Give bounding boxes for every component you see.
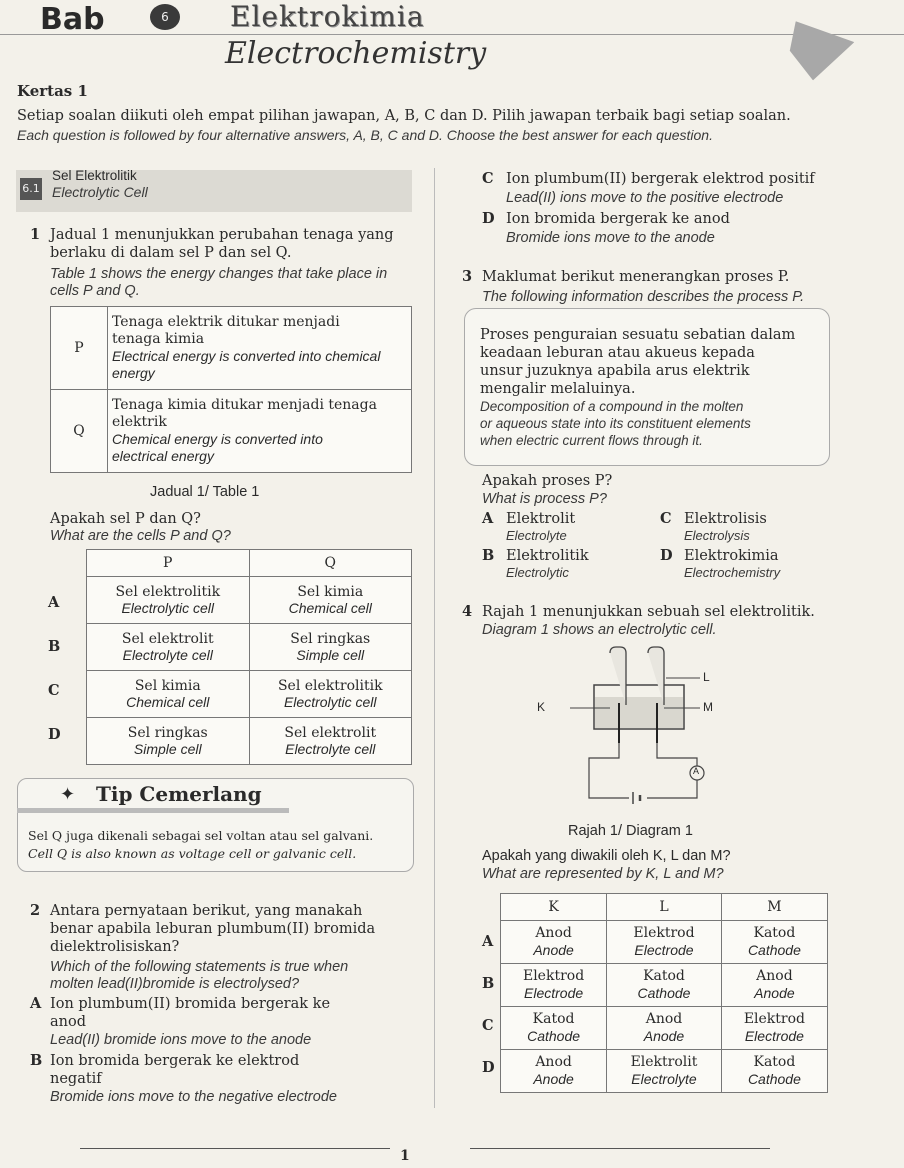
- table-cell: [721, 964, 827, 1007]
- option-text-ms: Ion bromida bergerak ke elektrod: [50, 1053, 300, 1069]
- cell-text-en: Chemical cell: [126, 694, 210, 710]
- info-text-en: or aqueous state into its constituent elements: [480, 416, 751, 431]
- cell-text-en: Electrical energy is converted into chemical: [112, 348, 381, 364]
- question-4: [462, 603, 815, 621]
- diagram-caption: Rajah 1/ Diagram 1: [568, 823, 693, 839]
- option-text-ms: Ion plumbum(II) bergerak elektrod positif: [506, 171, 815, 187]
- table-row: [51, 307, 412, 390]
- cell-text-en: Electrolytic cell: [121, 600, 215, 616]
- info-text-ms: unsur juzuknya apabila arus elektrik: [480, 363, 750, 379]
- cell-text-en: Electrolyte: [631, 1071, 697, 1087]
- instructions-en: Each question is followed by four alternative answers, A, B, C and D. Choose the best answer for each question.: [17, 127, 713, 143]
- option-letter: B: [30, 1052, 43, 1069]
- cell-text-ms: Anod: [756, 968, 793, 984]
- tip-title-bar: [17, 808, 289, 813]
- table-cell: [108, 390, 412, 473]
- table-row[interactable]: [501, 1050, 828, 1093]
- column-header: Q: [249, 550, 412, 577]
- cell-text-en: Anode: [533, 942, 574, 958]
- table-row[interactable]: [501, 1007, 828, 1050]
- cell-text-en: Cathode: [747, 1071, 801, 1087]
- column-header: P: [87, 550, 250, 577]
- ammeter-label: A: [693, 766, 700, 776]
- cell-text-ms: Sel elektrolitik: [277, 678, 383, 694]
- table-row[interactable]: [87, 718, 412, 765]
- q3-ask-ms: Apakah proses P?: [482, 473, 613, 489]
- cell-text-ms: Sel kimia: [297, 584, 364, 600]
- option-letter: C: [482, 1017, 494, 1034]
- row-label: Q: [51, 390, 108, 473]
- option-text-en: Electrochemistry: [684, 565, 781, 580]
- info-text-en: when electric current flows through it.: [480, 433, 703, 448]
- option-letter: B: [482, 975, 495, 992]
- info-text-ms: Proses penguraian sesuatu sebatian dalam: [480, 327, 796, 343]
- wire-left: [589, 743, 629, 798]
- paper-title: Kertas 1: [17, 82, 88, 100]
- cell-text-en: Anode: [754, 985, 795, 1001]
- option-text-ms: Elektrolit: [506, 511, 576, 527]
- cell-text-ms: Anod: [645, 1011, 683, 1027]
- q2-text-ms-1: Antara pernyataan berikut, yang manakah: [50, 903, 363, 919]
- question-3: [462, 268, 789, 286]
- q1-ask-ms: Apakah sel P dan Q?: [50, 511, 201, 527]
- cell-text-en: Cathode: [527, 1028, 581, 1044]
- section-number: 6.1: [20, 178, 42, 200]
- option-letter: C: [48, 682, 60, 699]
- electrode-right: [656, 703, 658, 743]
- question-1: [30, 226, 394, 244]
- question-number: 2: [30, 902, 41, 919]
- footer-rule-left: [80, 1148, 390, 1149]
- diagram-label-l: L: [703, 670, 710, 684]
- option-text-ms: Ion bromida bergerak ke anod: [506, 211, 730, 227]
- option-letter: B: [482, 547, 495, 564]
- table-row: [51, 390, 412, 473]
- footer-rule-right: [470, 1148, 770, 1149]
- lightbulb-icon: ✦: [60, 784, 76, 805]
- q3-option-a[interactable]: [482, 510, 575, 528]
- q1-text-en-1: Table 1 shows the energy changes that take place in: [50, 266, 388, 282]
- table-row[interactable]: [501, 964, 828, 1007]
- cell-text-en: Electrolyte cell: [122, 647, 213, 663]
- table-cell: [249, 624, 412, 671]
- page-number: 1: [400, 1148, 410, 1164]
- q3-ask-en: What is process P?: [482, 491, 607, 507]
- table-row[interactable]: [87, 577, 412, 624]
- electrolyte: [595, 697, 683, 728]
- q2-text-en-1: Which of the following statements is true when: [50, 959, 349, 975]
- cell-text-en: Chemical energy is converted into: [112, 431, 323, 447]
- cell-text-en: Anode: [533, 1071, 574, 1087]
- q4-ask-ms: Apakah yang diwakili oleh K, L dan M?: [482, 848, 731, 864]
- option-text-en: Bromide ions move to the anode: [506, 230, 715, 246]
- option-text-ms: Ion plumbum(II) bromida bergerak ke: [50, 996, 331, 1012]
- option-letter: A: [482, 933, 494, 950]
- chapter-number-badge: 6: [150, 4, 180, 30]
- q4-options-table: [500, 893, 828, 1093]
- info-text-ms: keadaan leburan atau akueus kepada: [480, 345, 755, 361]
- cell-text-ms: Elektrod: [743, 1011, 805, 1027]
- column-divider: [434, 168, 435, 1108]
- option-text-ms: Elektrokimia: [684, 548, 779, 564]
- table-cell: [249, 671, 412, 718]
- decorative-shape-icon: [774, 8, 855, 87]
- option-text-ms: negatif: [50, 1071, 102, 1087]
- q4-ask-en: What are represented by K, L and M?: [482, 866, 724, 882]
- table-header-row: [501, 894, 828, 921]
- cell-text-ms: elektrik: [112, 414, 167, 430]
- cell-text-ms: Tenaga kimia ditukar menjadi tenaga: [112, 397, 377, 413]
- cell-text-ms: Sel elektrolit: [121, 631, 214, 647]
- cell-text-en: Cathode: [637, 985, 691, 1001]
- table-cell: [607, 921, 722, 964]
- question-2: [30, 902, 415, 920]
- row-label: P: [51, 307, 108, 390]
- q3-option-b[interactable]: [482, 547, 589, 565]
- option-text-ms: Elektrolisis: [684, 511, 767, 527]
- q1-text-ms-1: Jadual 1 menunjukkan perubahan tenaga yang: [50, 227, 394, 243]
- cell-text-ms: Katod: [643, 968, 685, 984]
- table-header-row: [87, 550, 412, 577]
- table-row[interactable]: [501, 921, 828, 964]
- info-text-ms: mengalir melaluinya.: [480, 381, 636, 397]
- cell-text-en: Chemical cell: [288, 600, 372, 616]
- table-cell: [87, 671, 250, 718]
- table-cell: [607, 1050, 722, 1093]
- section-title-en: Electrolytic Cell: [52, 184, 148, 200]
- cell-text-ms: Sel ringkas: [127, 725, 208, 741]
- option-letter: D: [482, 210, 495, 227]
- cell-text-ms: Anod: [535, 1054, 572, 1070]
- table-row[interactable]: [87, 671, 412, 718]
- q1-options-table: [86, 549, 412, 765]
- q2-text-ms-3: dielektrolisiskan?: [50, 939, 180, 955]
- table-cell: [721, 1007, 827, 1050]
- table-cell: [87, 624, 250, 671]
- table-cell: [87, 577, 250, 624]
- header-rule: [0, 34, 904, 35]
- column-header: M: [721, 894, 827, 921]
- electrode-left: [618, 703, 620, 743]
- cell-text-ms: Sel elektrolitik: [115, 584, 221, 600]
- q3-text-ms: Maklumat berikut menerangkan proses P.: [482, 269, 790, 285]
- wire-right: [647, 743, 700, 798]
- q2-text-ms-2: benar apabila leburan plumbum(II) bromida: [50, 921, 376, 937]
- q4-text-en: Diagram 1 shows an electrolytic cell.: [482, 622, 717, 638]
- cell-text-en: energy: [112, 365, 155, 381]
- q4-text-ms: Rajah 1 menunjukkan sebuah sel elektrolitik.: [482, 604, 815, 620]
- chapter-title-ms: Elektrokimia: [230, 0, 425, 33]
- table-cell: [721, 921, 827, 964]
- cell-text-en: Electrolytic cell: [283, 694, 377, 710]
- table-cell: [607, 964, 722, 1007]
- table-cell: [249, 718, 412, 765]
- q2-option-c[interactable]: [482, 170, 815, 188]
- cell-text-ms: Katod: [753, 925, 796, 941]
- q3-text-en: The following information describes the process P.: [482, 289, 805, 305]
- option-text-en: Electrolysis: [684, 528, 750, 543]
- table-cell: [501, 921, 607, 964]
- option-text-en: Lead(II) bromide ions move to the anode: [50, 1032, 312, 1048]
- question-number: 4: [462, 603, 473, 620]
- cell-text-ms: Elektrod: [633, 925, 695, 941]
- option-text-en: Bromide ions move to the negative electrode: [50, 1089, 337, 1105]
- cell-text-ms: Katod: [753, 1054, 796, 1070]
- cell-text-ms: Elektrolit: [630, 1054, 698, 1070]
- table-cell: [108, 307, 412, 390]
- cell-text-en: Anode: [643, 1028, 685, 1044]
- cell-text-ms: tenaga kimia: [112, 331, 205, 347]
- q2-option-a[interactable]: [30, 995, 330, 1013]
- cell-text-en: electrical energy: [112, 448, 214, 464]
- q1-text-en-2: cells P and Q.: [50, 283, 140, 299]
- cell-text-en: Electrode: [524, 985, 584, 1001]
- option-text-en: Electrolytic: [506, 565, 569, 580]
- cell-text-ms: Sel elektrolit: [284, 725, 377, 741]
- q3-option-c[interactable]: [660, 510, 767, 528]
- option-letter: C: [660, 510, 672, 527]
- table-cell: [607, 1007, 722, 1050]
- cell-text-en: Cathode: [747, 942, 801, 958]
- cell-text-ms: Anod: [535, 925, 572, 941]
- table-cell: [249, 577, 412, 624]
- q1-text-ms-2: berlaku di dalam sel P dan sel Q.: [50, 245, 292, 261]
- cell-text-en: Electrode: [634, 942, 694, 958]
- cell-text-ms: Elektrod: [522, 968, 585, 984]
- cell-text-ms: Sel ringkas: [290, 631, 371, 647]
- q2-option-d[interactable]: [482, 210, 730, 228]
- table-cell: [501, 964, 607, 1007]
- section-title-ms: Sel Elektrolitik: [52, 168, 137, 183]
- q2-option-b[interactable]: [30, 1052, 299, 1070]
- tip-title: Tip Cemerlang: [96, 782, 262, 806]
- instructions-ms: Setiap soalan diikuti oleh empat pilihan jawapan, A, B, C dan D. Pilih jawapan terbaik bagi setiap soalan.: [17, 108, 791, 124]
- cell-text-ms: Tenaga elektrik ditukar menjadi: [112, 314, 340, 330]
- cell-text-en: Simple cell: [296, 647, 365, 663]
- info-text-en: Decomposition of a compound in the molten: [480, 399, 744, 414]
- table-row[interactable]: [87, 624, 412, 671]
- q3-option-d[interactable]: [660, 547, 779, 565]
- option-letter: B: [48, 638, 61, 655]
- option-text-ms: anod: [50, 1014, 86, 1030]
- option-text-en: Electrolyte: [506, 528, 567, 543]
- q2-text-en-2: molten lead(II)bromide is electrolysed?: [50, 976, 300, 992]
- cell-text-en: Simple cell: [133, 741, 202, 757]
- option-letter: D: [48, 726, 61, 743]
- option-letter: A: [482, 510, 494, 527]
- column-header: L: [607, 894, 722, 921]
- cell-text-en: Electrode: [744, 1028, 804, 1044]
- table-cell: [87, 718, 250, 765]
- q1-ask-en: What are the cells P and Q?: [50, 528, 231, 544]
- tip-text-en: Cell Q is also known as voltage cell or galvanic cell.: [28, 846, 357, 861]
- option-text-en: Lead(II) ions move to the positive electrode: [506, 190, 784, 206]
- chapter-label: Bab: [40, 2, 105, 37]
- option-letter: A: [30, 995, 42, 1012]
- option-letter: A: [48, 594, 60, 611]
- cell-text-ms: Katod: [532, 1011, 575, 1027]
- cell-text-en: Electrolyte cell: [285, 741, 376, 757]
- cell-text-ms: Sel kimia: [134, 678, 201, 694]
- question-number: 1: [30, 226, 41, 243]
- option-letter: D: [482, 1059, 495, 1076]
- option-letter: C: [482, 170, 494, 187]
- question-number: 3: [462, 268, 473, 285]
- table-cell: [721, 1050, 827, 1093]
- table-1: [50, 306, 412, 473]
- option-letter: D: [660, 547, 673, 564]
- option-text-ms: Elektrolitik: [506, 548, 589, 564]
- table-cell: [501, 1007, 607, 1050]
- electrolytic-cell-diagram: [560, 645, 760, 815]
- diagram-label-k: K: [537, 700, 546, 714]
- tip-text-ms: Sel Q juga dikenali sebagai sel voltan atau sel galvani.: [28, 828, 374, 843]
- column-header: K: [501, 894, 607, 921]
- table-1-caption: Jadual 1/ Table 1: [150, 484, 260, 500]
- table-cell: [501, 1050, 607, 1093]
- diagram-label-m: M: [703, 700, 713, 714]
- chapter-title-en: Electrochemistry: [225, 36, 487, 71]
